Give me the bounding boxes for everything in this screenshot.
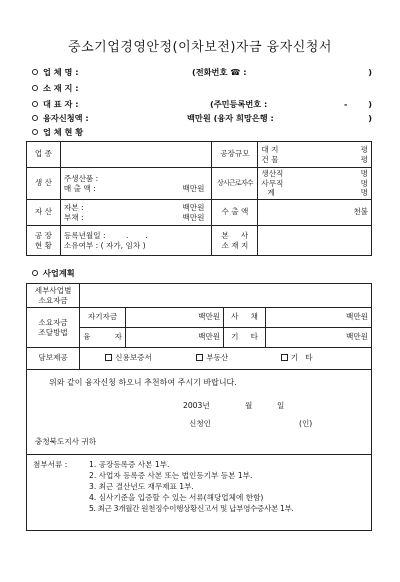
close-paren: ) (368, 67, 372, 77)
attachment-item: 4. 심사기준을 입증할 수 있는 서류(해당업체에 한함) (89, 493, 264, 502)
factory-status-value[interactable]: 등록년월일 : . . 소유여부 : ( 자가, 임차 ) (60, 226, 212, 256)
head-office-value[interactable] (258, 226, 372, 256)
bullet-icon (32, 85, 38, 91)
collateral-label: 담보제공 (27, 348, 80, 370)
status-heading-row (32, 126, 372, 138)
bullet-icon (32, 115, 38, 121)
industry-value[interactable] (60, 142, 212, 168)
ceo-row (32, 98, 372, 110)
own-fund-label: 자기자금 (80, 308, 126, 328)
date-day: 일 (277, 401, 285, 410)
address-row (32, 82, 372, 94)
credit-guarantee-checkbox[interactable] (105, 354, 112, 361)
attachment-item: 5. 최근 3개월간 원천징수이행상황신고서 및 납부영수증사본 1부. (89, 504, 294, 513)
company-name-row (32, 66, 372, 78)
other-collateral-label: 기 타 (290, 353, 313, 363)
applicant-label: 신청인 (189, 419, 212, 428)
funding-label: 소요자금 조달방법 (27, 308, 80, 348)
pyeong-unit: 평 (360, 145, 368, 155)
million-unit: 백만원 (182, 183, 205, 193)
loan-value[interactable]: 백만원 (125, 328, 223, 348)
recommendation-box (27, 370, 372, 455)
phone-label: (전화번호 ☎ : (192, 67, 247, 77)
office-staff-label: 사무직 (261, 178, 284, 188)
bank-label: 백만원 (융자 희망은행 : (187, 113, 274, 123)
production-value[interactable] (60, 168, 212, 200)
loan-label: 융 자 (80, 328, 126, 348)
collateral-options (80, 348, 372, 370)
attachment-item: 3. 최근 결산년도 재무제표 1부. (89, 482, 194, 491)
head-office-label: 본 사 소 재 지 (212, 226, 258, 256)
date-year: 2003년 (183, 401, 210, 410)
business-plan-heading: 사업계획 (43, 268, 75, 278)
reg-date-label: 등록년월일 : (63, 231, 106, 241)
ownership-label: 소유여부 : ( 자가, 임차 ) (63, 240, 146, 250)
sales-label: 매 출 액 : (63, 183, 96, 193)
factory-status-label: 공 장 현 황 (27, 226, 61, 256)
person-unit: 명 (360, 169, 368, 179)
attachment-item: 2. 사업자 등록증 사본 또는 법인등기부 등본 1부. (89, 471, 253, 480)
business-content-label: 세부사업별 소요자금 (27, 284, 80, 308)
bullet-icon (32, 69, 38, 75)
assets-value[interactable] (60, 200, 212, 226)
other-collateral-checkbox[interactable] (281, 354, 288, 361)
company-name-label: 업 체 명 : (43, 67, 79, 77)
resident-dash: - (344, 99, 348, 109)
industry-label: 업 종 (27, 142, 61, 168)
factory-size-label: 공장규모 (212, 142, 258, 168)
recipient-label: 충청북도지사 귀하 (35, 437, 97, 446)
document-title: 중소기업경영안정(이차보전)자금 융자신청서 (68, 40, 332, 55)
export-value[interactable]: 천불 (258, 200, 372, 226)
land-label: 대 지 (261, 145, 279, 155)
real-estate-label: 부동산 (206, 353, 229, 363)
debt-label: 부채 : (63, 212, 84, 222)
date-month: 월 (245, 401, 253, 410)
bullet-icon (32, 101, 38, 107)
person-unit: 명 (360, 178, 368, 188)
seal-label: (인) (299, 419, 313, 428)
resident-no-label: (주민등록번호 : (210, 99, 268, 109)
employees-value[interactable] (258, 168, 372, 200)
pyeong-unit: 평 (360, 154, 368, 164)
assets-label: 자 산 (27, 200, 61, 226)
status-heading: 업 체 현 황 (43, 127, 84, 137)
loan-amount-label: 융자신청액 : (43, 113, 89, 123)
production-label: 생 산 (27, 168, 61, 200)
loan-amount-row (32, 112, 372, 124)
other-fund-label: 기 타 (224, 328, 266, 348)
prod-staff-label: 생산직 (261, 169, 284, 179)
person-unit: 명 (360, 188, 368, 198)
ceo-label: 대 표 자 : (43, 99, 79, 109)
bullet-icon (32, 129, 38, 135)
million-unit: 백만원 (182, 212, 205, 222)
capital-label: 자본 : (63, 203, 84, 213)
credit-guarantee-label: 신용보증서 (115, 353, 152, 363)
export-label: 수 출 액 (212, 200, 258, 226)
address-label: 소 재 지 : (43, 83, 79, 93)
factory-size-value[interactable] (258, 142, 372, 168)
recommendation-text: 위와 같이 융자신청 하오니 추천하여 주시기 바랍니다. (49, 378, 237, 387)
other-fund-value[interactable]: 백만원 (265, 328, 371, 348)
million-unit: 백만원 (182, 203, 205, 213)
own-fund-value[interactable]: 백만원 (125, 308, 223, 328)
real-estate-checkbox[interactable] (196, 354, 203, 361)
bullet-icon (32, 270, 38, 276)
close-paren: ) (368, 113, 372, 123)
business-content-value[interactable] (80, 284, 372, 308)
close-paren: ) (368, 99, 372, 109)
business-plan-heading-row (32, 268, 75, 279)
total-label: 계 (267, 188, 275, 198)
attachments-box (27, 455, 372, 531)
bond-value[interactable]: 백만원 (265, 308, 371, 328)
plan-table (26, 283, 372, 531)
main-products-label: 주생산품 : (63, 174, 99, 184)
attachment-item: 1. 공장등록증 사본 1부. (89, 460, 170, 469)
attachments-header: 첨부서류 : (33, 460, 68, 469)
status-table (26, 141, 372, 256)
employees-label: 상시근로자수 (212, 168, 258, 200)
bond-label: 사 채 (224, 308, 266, 328)
building-label: 건 물 (261, 154, 279, 164)
